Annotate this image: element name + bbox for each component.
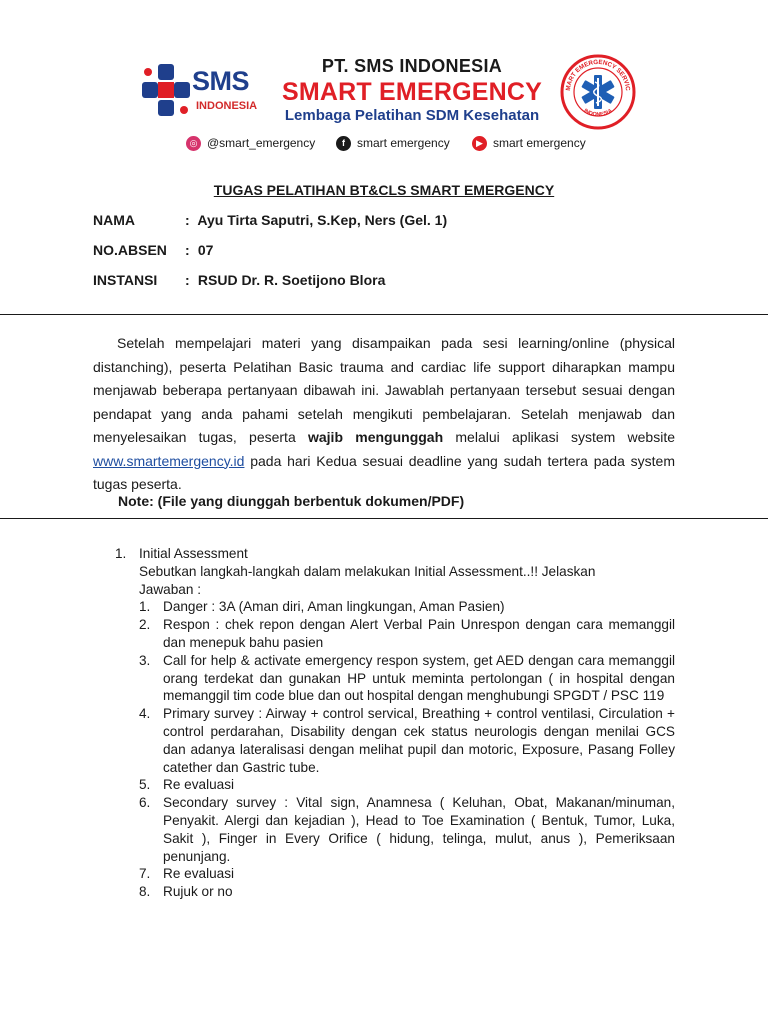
emergency-seal [560, 54, 636, 130]
company-name: PT. SMS INDONESIA [321, 56, 503, 76]
field-label: NO.ABSEN [93, 242, 167, 258]
facebook-icon: f [336, 136, 351, 151]
intro-bold: wajib mengunggah [307, 429, 444, 445]
answer-step: 7. Re evaluasi [139, 866, 235, 882]
youtube-handle: smart emergency [493, 136, 586, 150]
answer-step: 4. Primary survey : Airway + control servical, Breathing + control ventilasi, Circulation + control perdarahan, Disability dengan cek status neurologis dengan menilai GCS dan adanya lateralisasi dengan melihat pupil dan motoric, Exposure, Pasang Folley catether dan Gastric tube. [139, 706, 675, 775]
divider-bottom [0, 518, 768, 519]
instagram-icon: ◎ [186, 136, 201, 151]
field-label: NAMA [93, 212, 135, 228]
sms-logo-text: SMS [192, 66, 250, 96]
question-title: Initial Assessment [139, 546, 248, 561]
social-youtube[interactable] [472, 134, 586, 152]
upload-note: Note: (File yang diunggah berbentuk dokumen/PDF) [118, 493, 465, 509]
question-prompt: Sebutkan langkah-langkah dalam melakukan Initial Assessment..!! Jelaskan [139, 563, 596, 579]
social-facebook[interactable] [336, 134, 450, 152]
field-separator: : [185, 212, 190, 228]
seal-bottom-text: INDONESIA [582, 108, 614, 119]
divider-top [0, 314, 768, 315]
social-instagram[interactable] [186, 134, 315, 152]
answer-step: 3. Call for help & activate emergency respon system, get AED dengan cara memanggil orang terdekat dan gunakan HP untuk meminta pertolongan ( in hospital dengan memanggil tim code blue dan out hospital dengan menghubungi SPGDT / PSC 119 [139, 652, 675, 704]
question-1 [115, 545, 675, 901]
document-title: TUGAS PELATIHAN BT&CLS SMART EMERGENCY [213, 182, 555, 198]
tagline: Lembaga Pelatihan SDM Kesehatan [284, 107, 540, 124]
answer-step: 5. Re evaluasi [139, 777, 235, 793]
website-link[interactable]: www.smartemergency.id [93, 452, 245, 469]
intro-text-3: pada hari Kedua sesuai deadline yang sudah tertera pada system tugas peserta. [93, 452, 675, 492]
field-separator: : [185, 242, 190, 258]
sms-logo-subtext: INDONESIA [196, 100, 258, 112]
answer-step: 2. Respon : chek repon dengan Alert Verbal Pain Unrespon dengan cara memanggil dan menepuk bahu pasien [139, 617, 675, 650]
sms-logo [140, 56, 262, 128]
answer-label: Jawaban : [139, 581, 201, 597]
answer-steps [139, 598, 675, 901]
field-separator: : [185, 272, 190, 288]
youtube-icon: ▶ [472, 136, 487, 151]
intro-text-2: melalui aplikasi system website [443, 429, 676, 445]
field-nama [93, 212, 447, 228]
instructions-paragraph [93, 332, 675, 497]
field-label: INSTANSI [93, 272, 158, 288]
field-value: RSUD Dr. R. Soetijono Blora [197, 272, 386, 288]
instagram-handle: @smart_emergency [207, 136, 316, 150]
field-no-absen [93, 242, 213, 258]
brand-name: SMART EMERGENCY [282, 78, 542, 106]
field-instansi [93, 272, 385, 288]
question-number: 1. [115, 546, 127, 561]
facebook-handle: smart emergency [357, 136, 450, 150]
seal-top-text: MART EMERGENCY SERVIC [564, 58, 632, 92]
answer-step: 8. Rujuk or no [139, 884, 233, 900]
field-value: 07 [197, 242, 214, 258]
sms-cross-icon [140, 60, 192, 124]
field-value: Ayu Tirta Saputri, S.Kep, Ners (Gel. 1) [197, 212, 448, 228]
intro-text-1: Setelah mempelajari materi yang disampaikan pada sesi learning/online (physical distanching), peserta Pelatihan Basic trauma and cardiac life support diharapkan mampu menjawab beberapa pertanyaan dibawah ini. Jawablah pertanyaan tersebut sesuai dengan pendapat yang anda pahami setelah mengikuti pembelajaran. Setelah menjawab dan menyelesaikan tugas, peserta [93, 335, 675, 445]
answer-step: 6. Secondary survey : Vital sign, Anamnesa ( Keluhan, Obat, Makanan/minuman, Penyakit. Alergi dan kejadian ), Head to Toe Examination ( Bentuk, Tumor, Luka, Sakit ), Finger in Every Orifice ( hidung, telinga, mulut, anus ), Pemeriksaan penunjang. [139, 795, 675, 864]
answer-step: 1. Danger : 3A (Aman diri, Aman lingkungan, Aman Pasien) [139, 599, 505, 615]
